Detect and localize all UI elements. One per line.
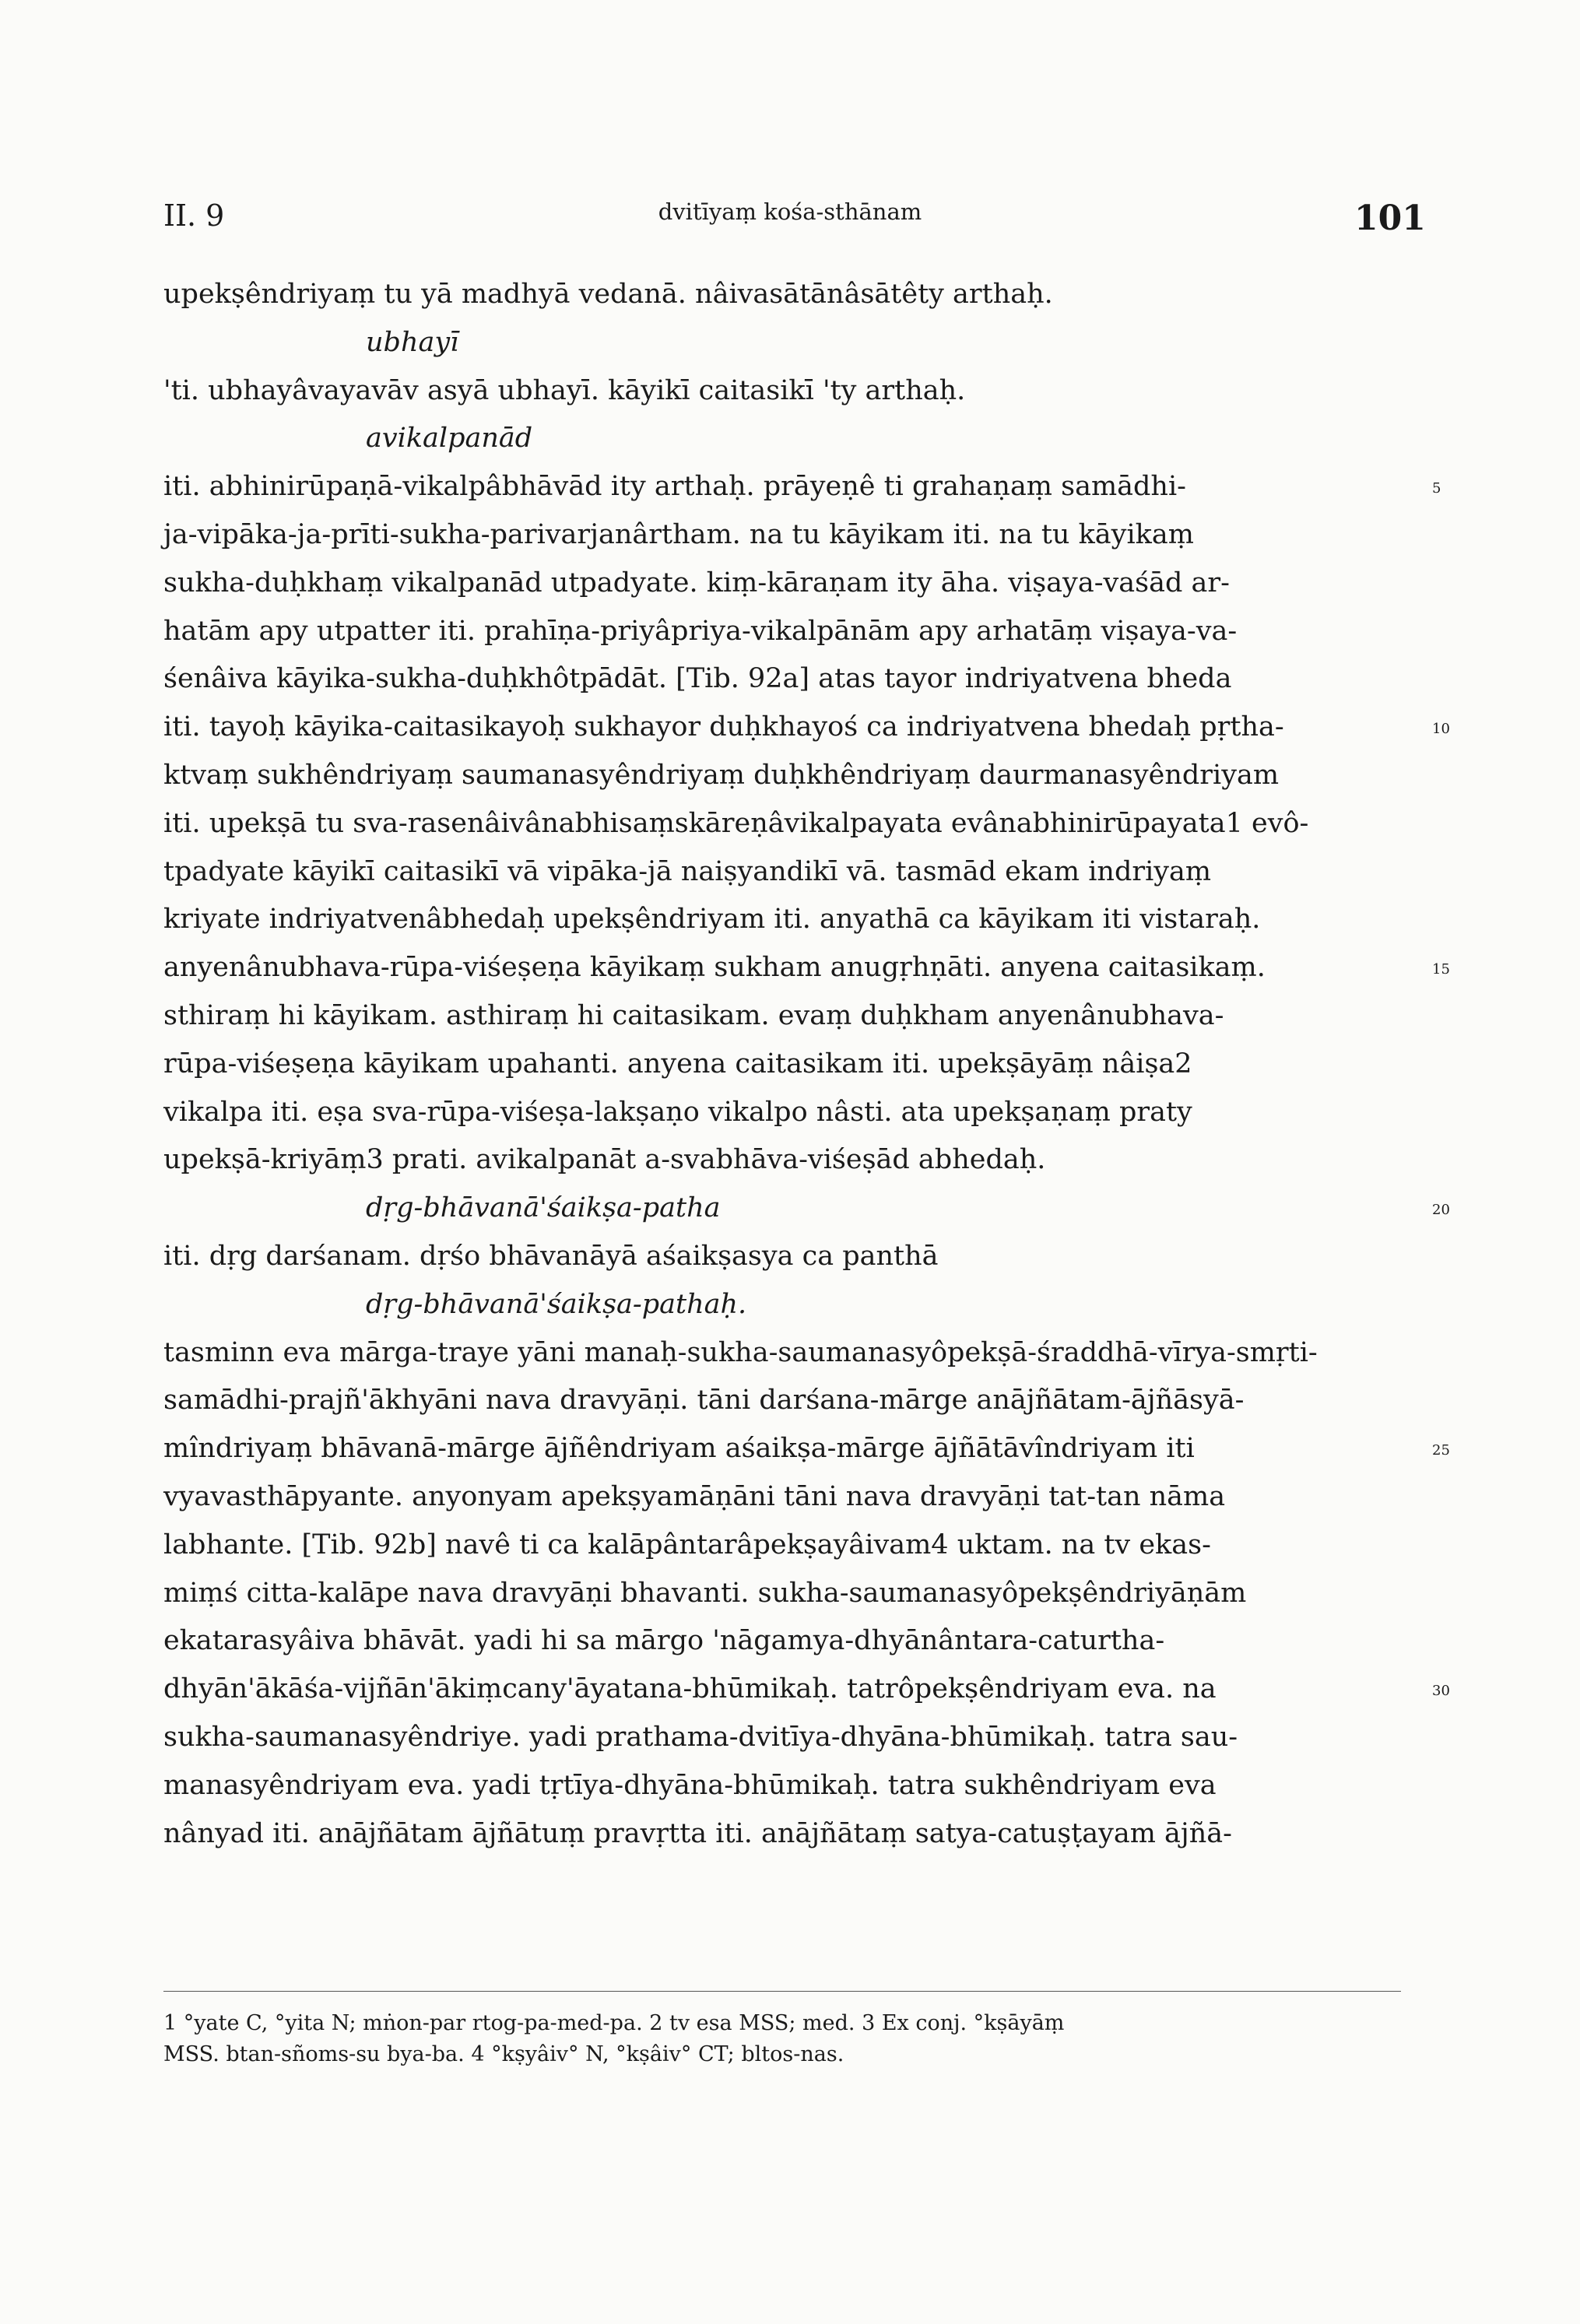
text-line: anyenânubhava-rūpa-viśeṣeṇa kāyikaṃ sukham anugṛhṇāti. anyena caitasikaṃ. 15 (163, 944, 1401, 992)
text-line: sukha-duḥkhaṃ vikalpanād utpadyate. kiṃ-kāraṇam ity āha. viṣaya-vaśād ar- (163, 567, 1230, 599)
text-line: miṃś citta-kalāpe nava dravyāṇi bhavanti. sukha-saumanasyôpekṣêndriyāṇām (163, 1577, 1247, 1609)
text-line: nânyad iti. anājñātam ājñātuṃ pravṛtta iti. anājñātaṃ satya-catuṣṭayam ājñā- (163, 1817, 1232, 1849)
line-number: 30 (1432, 1683, 1450, 1700)
text-line: dhyān'ākāśa-vijñān'ākiṃcany'āyatana-bhūmikaḥ. tatrôpekṣêndriyam eva. na 30 (163, 1666, 1401, 1714)
line-number: 20 (1432, 1202, 1450, 1219)
text-line: sukha-saumanasyêndriye. yadi prathama-dvitīya-dhyāna-bhūmikaḥ. tatra sau- (163, 1721, 1238, 1753)
line-number: 10 (1432, 721, 1450, 738)
text-line: labhante. [Tib. 92b] navê ti ca kalāpântarâpekṣayâivam4 uktam. na tv ekas- (163, 1529, 1211, 1560)
text-line: mîndriyaṃ bhāvanā-mārge ājñêndriyam aśaikṣa-mārge ājñātāvîndriyam iti 25 (163, 1425, 1401, 1473)
text-line: hatām apy utpatter iti. prahīṇa-priyâpriya-vikalpānām apy arhatāṃ viṣaya-va- (163, 615, 1238, 647)
text-line: śenâiva kāyika-sukha-duḥkhôtpādāt. [Tib. 92a] atas tayor indriyatvena bheda (163, 663, 1232, 695)
text-line: manasyêndriyam eva. yadi tṛtīya-dhyāna-bhūmikaḥ. tatra sukhêndriyam eva (163, 1769, 1217, 1801)
page-number: 101 (1354, 198, 1426, 238)
footnote-line: 1 °yate C, °yita N; mṅon-par rtog-pa-med-pa. 2 tv esa MSS; med. 3 Ex conj. °kṣāyāṃ (163, 2011, 1065, 2035)
text-line: ja-vipāka-ja-prīti-sukha-parivarjanârtham. na tu kāyikam iti. na tu kāyikaṃ (163, 518, 1194, 550)
text-line: iti. tayoḥ kāyika-caitasikayoḥ sukhayor duḥkhayoś ca indriyatvena bhedaḥ pṛtha- 10 (163, 704, 1401, 752)
text-line: samādhi-prajñ'ākhyāni nava dravyāṇi. tāni darśana-mārge anājñātam-ājñāsyā- (163, 1385, 1245, 1417)
text-line: tpadyate kāyikī caitasikī vā vipāka-jā naiṣyandikī vā. tasmād ekam indriyaṃ (163, 855, 1212, 887)
verse-line: dṛg-bhāvanā'śaikṣa-patha 20 (163, 1185, 1401, 1233)
text-line: rūpa-viśeṣeṇa kāyikam upahanti. anyena caitasikam iti. upekṣāyāṃ nâiṣa2 (163, 1048, 1192, 1080)
text-line: vyavasthāpyante. anyonyam apekṣyamāṇāni tāni nava dravyāṇi tat-tan nāma (163, 1480, 1226, 1512)
running-title: dvitīyaṃ kośa-sthānam (658, 198, 922, 225)
verse-line: avikalpanād (366, 423, 533, 455)
text-line: sthiraṃ hi kāyikam. asthiraṃ hi caitasikam. evaṃ duḥkham anyenânubhava- (163, 999, 1224, 1031)
text-line: kriyate indriyatvenâbhedaḥ upekṣêndriyam iti. anyathā ca kāyikam iti vistaraḥ. (163, 904, 1261, 936)
text-line: tasminn eva mārga-traye yāni manaḥ-sukha-saumanasyôpekṣā-śraddhā-vīrya-smṛti- (163, 1336, 1318, 1368)
verse-line: ubhayī (366, 326, 459, 358)
text-line: iti. dṛg darśanam. dṛśo bhāvanāyā aśaikṣasya ca panthā (163, 1240, 939, 1272)
section-ref: II. 9 (163, 198, 225, 233)
footnote-line: MSS. btan-sñoms-su bya-ba. 4 °kṣyâiv° N, °kṣâiv° CT; bltos-nas. (163, 2042, 844, 2066)
text-line: 'ti. ubhayâvayavāv asyā ubhayī. kāyikī caitasikī 'ty arthaḥ. (163, 374, 966, 406)
text-line: vikalpa iti. eṣa sva-rūpa-viśeṣa-lakṣaṇo vikalpo nâsti. ata upekṣaṇaṃ praty (163, 1096, 1192, 1128)
text-line: iti. upekṣā tu sva-rasenâivânabhisaṃskāreṇâvikalpayata evânabhinirūpayata1 evô- (163, 807, 1309, 839)
line-number: 5 (1432, 480, 1441, 497)
line-number: 15 (1432, 961, 1450, 978)
text-line: iti. abhinirūpaṇā-vikalpâbhāvād ity arthaḥ. prāyeṇê ti grahaṇaṃ samādhi- 5 (163, 463, 1401, 511)
text-line: upekṣêndriyaṃ tu yā madhyā vedanā. nâivasātānâsātêty arthaḥ. (163, 279, 1053, 310)
text-line: upekṣā-kriyāṃ3 prati. avikalpanāt a-svabhāva-viśeṣād abhedaḥ. (163, 1144, 1046, 1176)
verse-line: dṛg-bhāvanā'śaikṣa-pathaḥ. (366, 1288, 747, 1320)
text-line: ekatarasyâiva bhāvāt. yadi hi sa mārgo 'nāgamya-dhyānântara-caturtha- (163, 1625, 1165, 1657)
footnote-rule (163, 1991, 1401, 1992)
line-number: 25 (1432, 1442, 1450, 1459)
body-text (163, 271, 1450, 1858)
text-line: ktvaṃ sukhêndriyaṃ saumanasyêndriyaṃ duḥkhêndriyaṃ daurmanasyêndriyam (163, 759, 1280, 791)
